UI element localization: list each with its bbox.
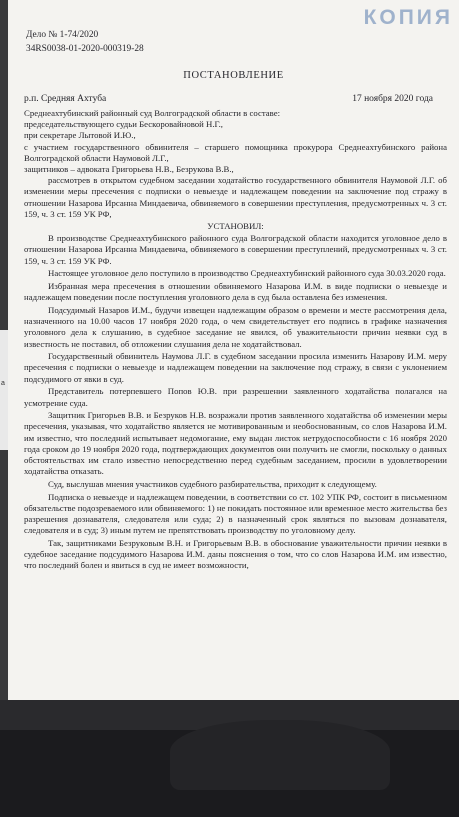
case-number: Дело № 1-74/2020 [26,30,99,40]
document-title: ПОСТАНОВЛЕНИЕ [183,70,284,81]
established-heading: УСТАНОВИЛ: [207,221,264,232]
intro-defenders: защитников – адвоката Григорьева Н.В., Безрукова В.В., [24,164,234,175]
paragraph: Подсудимый Назаров И.М., будучи извещен надлежащим образом о времени и месте рассмотрения дела, назначенного на 10.00 часов 17 ноября 2020 года, о чем свидетельствует его подпись в графике назначения уголовного дела к слушанию, в судебное заседание не явился, об уважительности причин неявки суд в известность не поставил, об отложении слушания дела не ходатайствовал. [24,304,447,349]
paragraph: Подписка о невыезде и надлежащем поведении, в соответствии со ст. 102 УПК РФ, состоит в письменном обязательстве подозреваемого или обвиняемого: 1) не покидать постоянное или временное место жительства без разрешения дознавателя, следователя или суда; 2) в назначенный срок являться по вызовам дознавателя, следователя и в суд; 3) иным путем не препятствовать производству по уголовному делу. [24,491,447,536]
seat-shape [170,720,390,790]
paragraph: Представитель потерпевшего Попов Ю.В. при разрешении заявленного ходатайства полагался на усмотрение суда. [24,386,447,408]
paragraph: В производстве Среднеахтубинского районного суда Волгоградской области находится уголовное дело в отношении Назарова Ирсанна Миндаевича, обвиняемого в совершении преступлений, предусмотренных ч. 3 ст. 159, ч. 3 ст. 159 УК РФ. [24,233,447,266]
intro-considered: рассмотрев в открытом судебном заседании ходатайство государственного обвинителя Наумовой Л.Г. об изменении меры пресечения с подписки о невыезде и надлежащем поведении на заключение под стражу в отношении Назарова Ирсанна Миндаевича, обвиняемого в совершении преступления, предусмотренных ч. 3 ст. 159, ч. 3 ст. 159 УК РФ, [24,175,447,219]
paragraph: Настоящее уголовное дело поступило в производство Среднеахтубинский районного суда 30.03.2020 года. [48,268,446,279]
copy-stamp: КОПИЯ [363,6,453,29]
intro-prosecutor: с участием государственного обвинителя – старшего помощника прокурора Среднеахтубинского района Волгоградской области Наумовой Л.Г., [24,141,447,163]
intro-secretary: при секретаре Лытовой И.Ю., [24,130,136,141]
paragraph: Избранная мера пресечения в отношении обвиняемого Назарова И.М. в виде подписки о невыезде и надлежащем поведении после поступления уголовного дела в суд была оставлена без изменения. [24,281,447,303]
place: р.п. Средняя Ахтуба [24,94,107,104]
background-car-seat [0,700,459,817]
date: 17 ноября 2020 года [352,94,433,104]
intro-court: Среднеахтубинский районный суд Волгоградской области в составе: [24,108,281,118]
paragraph: Суд, выслушав мнения участников судебного разбирательства, приходит к следующему. [48,479,377,489]
adjacent-document-fragment: а [1,380,5,387]
case-id: 34RS0038-01-2020-000319-28 [26,44,144,54]
document-page [8,0,459,700]
document-body [24,108,447,572]
paragraph: Защитник Григорьев В.В. и Безруков Н.В. возражали против заявленного ходатайства об изменении меры пресечения, указывая, что ходатайство является не мотивированным и необоснованным, со слов Назарова И.М. им известно, что последний испытывает недомогание, ему выдан листок нетрудоспособности с 16 ноября 2020 года сроком до 19 ноября 2020 года, подтверждающих документов они получить не смогли, поскольку о данных обстоятельствах им стало известно непосредственно перед судебным заседанием, просили в удовлетворении ходатайства отказать. [24,410,447,477]
intro-judge: председательствующего судьи Бескоровайновой Н.Г., [24,119,223,130]
paragraph: Государственный обвинитель Наумова Л.Г. в судебном заседании просила изменить Назарову И.М. меру пресечения с подписки о невыезде и надлежащем поведении на заключение под стражу, в связи с уклонением подсудимого от явки в суд. [24,351,447,384]
paragraph: Так, защитниками Безруковым В.Н. и Григорьевым В.В. в обоснование уважительности причин неявки в судебное заседание подсудимого Назарова И.М. даны пояснения о том, что со слов Назарова И.М. им известно, что последний болен и явиться в суд не имеет возможности, [24,538,447,571]
